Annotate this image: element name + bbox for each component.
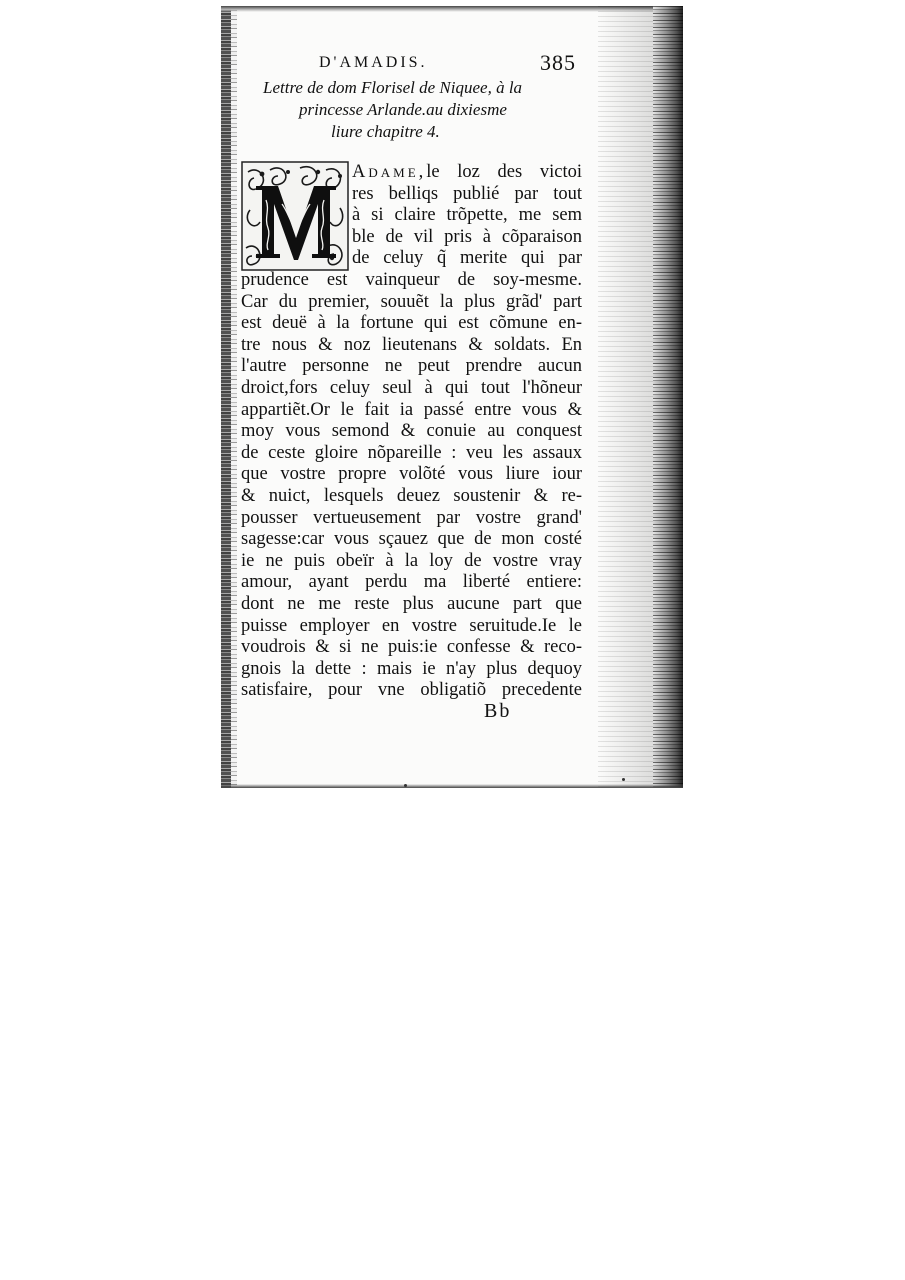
dropcap-ornament-image — [240, 160, 350, 272]
text-line: voudrois & si ne puis:ie confesse & reco- — [241, 637, 582, 658]
text-line — [352, 162, 582, 184]
text-line: à si claire trõpette, me sem — [352, 205, 582, 226]
text-line: amour, ayant perdu ma liberté entiere: — [241, 572, 582, 593]
text-line: droict,fors celuy seul à qui tout l'hõneur — [241, 377, 582, 398]
page-right-edge — [653, 6, 683, 788]
letter-title — [263, 77, 563, 143]
page-left-shadow — [231, 6, 237, 788]
title-line: liure chapitre 4. — [331, 122, 440, 141]
text-line: & nuict, lesquels deuez soustenir & re- — [241, 485, 582, 506]
text-line: moy vous semond & conuie au conquest — [241, 421, 582, 442]
text-line: satisfaire, pour vne obligatiõ precedente — [241, 680, 582, 701]
text-line: ble de vil pris à cõparaison — [352, 226, 582, 247]
title-line: Lettre de dom Florisel de Niquee, à la — [263, 78, 523, 97]
text-line: de celuy q̃ merite qui par — [352, 248, 582, 269]
signature-mark: Bb — [484, 700, 512, 722]
first-word: Adame, — [352, 162, 427, 182]
running-head: D'AMADIS. — [319, 54, 428, 71]
scan-speck — [404, 784, 407, 787]
text-line-rest: le loz des victoi — [426, 162, 582, 182]
text-line: dont ne me reste plus aucune part que — [241, 593, 582, 614]
text-line: Car du premier, souuẽt la plus grãd' part — [241, 291, 582, 312]
page-gutter-shadow — [598, 6, 653, 788]
text-line: gnois la dette : mais ie n'ay plus dequoy — [241, 658, 582, 679]
page-bottom-edge — [221, 784, 683, 788]
text-line: ie ne puis obeïr à la loy de vostre vray — [241, 550, 582, 571]
text-line: prudence est vainqueur de soy-mesme. — [241, 270, 582, 290]
text-line: appartiẽt.Or le fait ia passé entre vous & — [241, 399, 582, 420]
text-line: est deuë à la fortune qui est cõmune en- — [241, 313, 582, 334]
text-line: pousser vertueusement par vostre grand' — [241, 507, 582, 528]
text-line: puisse employer en vostre seruitude.Ie le — [241, 615, 582, 636]
ornamental-dropcap — [240, 160, 350, 272]
text-line: de ceste gloire nõpareille : veu les assaux — [241, 442, 582, 463]
paragraph-opening — [352, 162, 582, 270]
text-line: que vostre propre volõté vous liure iour — [241, 464, 582, 485]
page-number: 385 — [540, 50, 576, 75]
page-left-edge — [221, 6, 231, 788]
title-line: princesse Arlande.au dixiesme — [299, 100, 507, 119]
paragraph-body — [241, 270, 582, 702]
text-line: sagesse:car vous sçauez que de mon costé — [241, 529, 582, 550]
scan-speck — [622, 778, 625, 781]
text-line: res belliqs publié par tout — [352, 183, 582, 204]
text-line: tre nous & noz lieutenans & soldats. En — [241, 334, 582, 355]
text-line: l'autre personne ne peut prendre aucun — [241, 356, 582, 377]
